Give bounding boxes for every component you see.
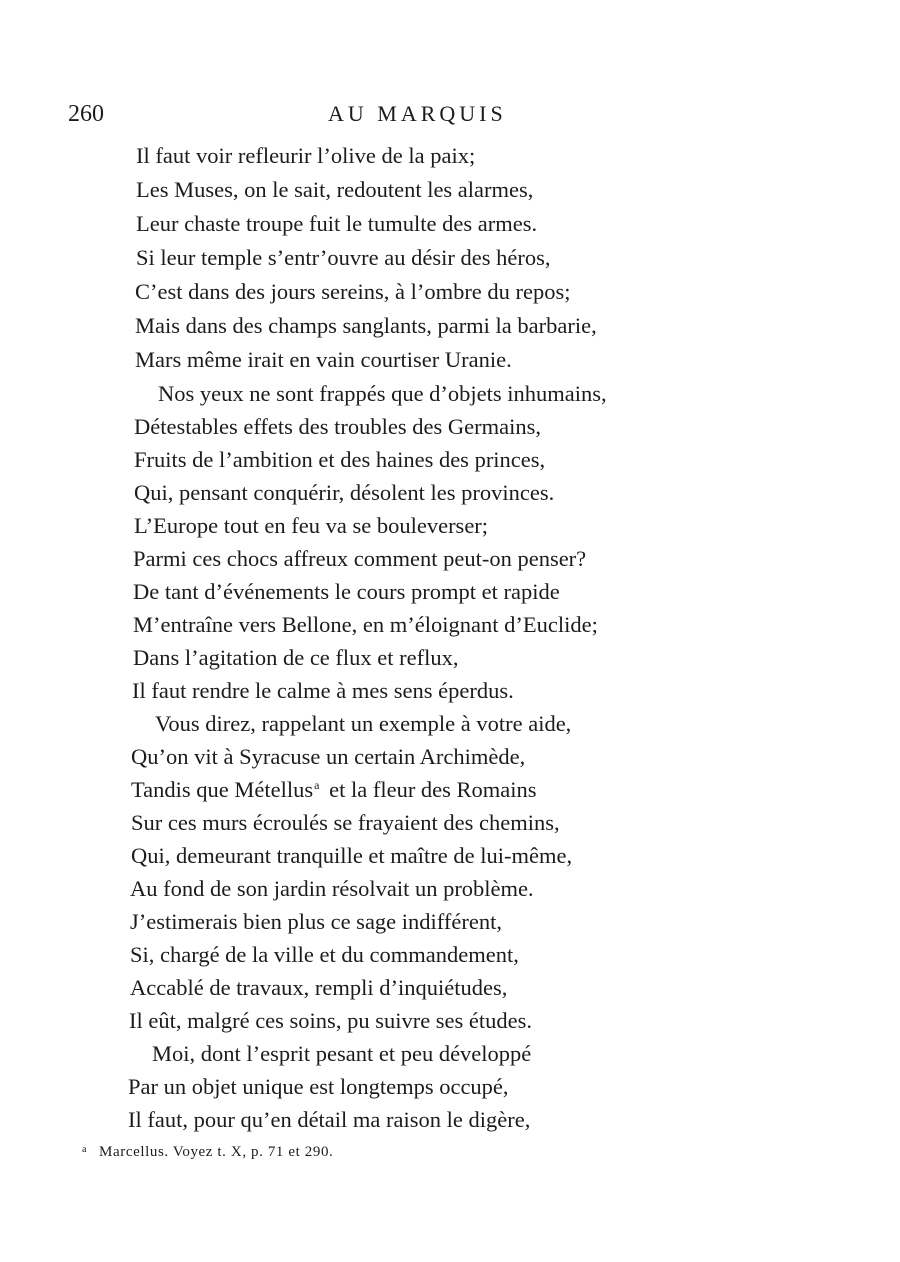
verse-line: Mais dans des champs sanglants, parmi la barbarie, — [135, 313, 597, 338]
verse-line: Qu’on vit à Syracuse un certain Archimède, — [131, 744, 526, 769]
verse-line: Sur ces murs écroulés se frayaient des chemins, — [131, 810, 560, 835]
footnote-mark: a — [82, 1144, 88, 1155]
verse-line: L’Europe tout en feu va se bouleverser; — [134, 513, 489, 538]
page-number: 260 — [68, 101, 104, 127]
verse-line: C’est dans des jours sereins, à l’ombre du repos; — [135, 279, 571, 304]
verse-line: Mars même irait en vain courtiser Uranie. — [135, 347, 512, 372]
verse-line: Il faut voir refleurir l’olive de la paix; — [136, 143, 476, 168]
verse-line: Qui, pensant conquérir, désolent les provinces. — [134, 480, 555, 505]
verse-line: Vous direz, rappelant un exemple à votre aide, — [155, 711, 572, 736]
verse-line: Si leur temple s’entr’ouvre au désir des héros, — [136, 245, 551, 270]
footnote-reference: a — [314, 778, 320, 792]
verse-line: Il faut rendre le calme à mes sens éperdus. — [132, 678, 514, 703]
verse-line: Nos yeux ne sont frappés que d’objets inhumains, — [158, 381, 607, 406]
verse-line: J’estimerais bien plus ce sage indifférent, — [130, 909, 502, 934]
verse-line: Détestables effets des troubles des Germains, — [134, 414, 541, 439]
verse-line: Fruits de l’ambition et des haines des princes, — [134, 447, 546, 472]
footnote — [82, 1140, 333, 1162]
running-title: AU MARQUIS — [328, 101, 507, 126]
verse-line: Qui, demeurant tranquille et maître de lui-même, — [131, 843, 573, 868]
verse-line: De tant d’événements le cours prompt et rapide — [133, 579, 560, 604]
verse-line: Si, chargé de la ville et du commandement, — [130, 942, 519, 967]
verse-line: Parmi ces chocs affreux comment peut-on penser? — [133, 546, 587, 571]
verse-line: Leur chaste troupe fuit le tumulte des armes. — [136, 211, 538, 236]
verse-line: Il faut, pour qu’en détail ma raison le digère, — [128, 1107, 531, 1132]
verse-line: M’entraîne vers Bellone, en m’éloignant d’Euclide; — [133, 612, 598, 637]
verse-line — [131, 774, 537, 806]
verse-line-text: et la fleur des Romains — [329, 777, 537, 802]
verse-line: Par un objet unique est longtemps occupé, — [128, 1074, 509, 1099]
verse-line: Accablé de travaux, rempli d’inquiétudes, — [130, 975, 508, 1000]
verse-line-text: Tandis que Métellus — [131, 777, 314, 802]
verse-line: Il eût, malgré ces soins, pu suivre ses études. — [129, 1008, 533, 1033]
verse-line: Au fond de son jardin résolvait un problème. — [130, 876, 534, 901]
verse-line: Les Muses, on le sait, redoutent les alarmes, — [136, 177, 534, 202]
footnote-text: Marcellus. Voyez t. X, p. 71 et 290. — [99, 1144, 334, 1160]
verse-line: Moi, dont l’esprit pesant et peu développé — [152, 1041, 532, 1066]
verse-line: Dans l’agitation de ce flux et reflux, — [133, 645, 459, 670]
